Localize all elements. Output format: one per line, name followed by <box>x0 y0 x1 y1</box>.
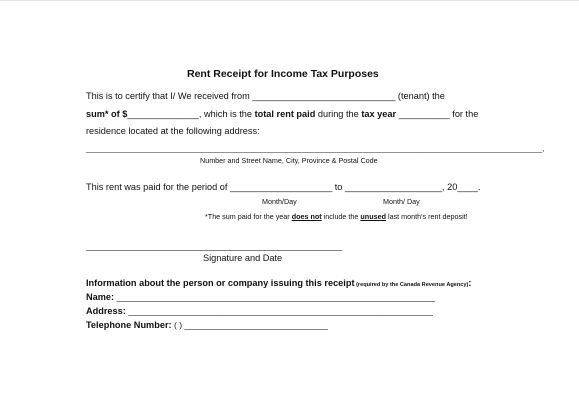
sum-blank: ______________ <box>127 109 199 119</box>
tax-year-text: tax year <box>361 109 397 119</box>
name-line: _____________________________________________________________________ <box>116 292 436 302</box>
certify-line-3: residence located at the following address: <box>86 126 260 136</box>
note-middle: include the <box>321 212 361 221</box>
phone-label: Telephone Number: <box>86 320 172 330</box>
tax-year-blank: __________ <box>396 109 450 119</box>
period-line: This rent was paid for the period of ____________________ to ___________________, 20____. <box>86 182 481 192</box>
issuer-heading <box>86 278 471 291</box>
issuer-heading-colon: : <box>468 278 472 288</box>
note-does-not: does not <box>291 212 322 221</box>
document-title: Rent Receipt for Income Tax Purposes <box>187 68 379 80</box>
for-the-text: for the <box>449 109 479 119</box>
total-rent-paid-text: total rent paid <box>254 109 316 119</box>
note-suffix: last month's rent deposit! <box>385 212 468 221</box>
signature-caption: Signature and Date <box>203 253 283 263</box>
issuer-address-line: __________________________________________________________________ <box>128 306 433 316</box>
cra-required-note: (required by the Canada Revenue Agency) <box>354 282 469 288</box>
name-label: Name: <box>86 292 115 302</box>
issuer-heading-text: Information about the person or company issuing this receipt <box>86 278 355 288</box>
note-unused: unused <box>360 212 386 221</box>
issuer-address-row <box>86 306 433 317</box>
period-caption-start: Month/Day <box>262 197 297 206</box>
deposit-note <box>205 211 468 222</box>
issuer-name-row <box>86 292 435 303</box>
issuer-phone-row <box>86 320 328 331</box>
address-label: Address: <box>86 306 126 316</box>
sum-label: sum* of $ <box>86 109 128 119</box>
address-caption: Number and Street Name, City, Province & Postal Code <box>200 156 378 165</box>
signature-line: _______________________________________________________ <box>86 241 343 251</box>
phone-line: ( ) ______________________________ <box>171 320 328 330</box>
which-is-text: , which is the <box>198 109 255 119</box>
certify-line-1: This is to certify that I/ We received from ____________________________ (tenant) the <box>86 91 445 101</box>
period-caption-end: Month/ Day <box>383 197 420 206</box>
during-the-text: during the <box>315 109 362 119</box>
address-line: _______________________________________________________________________________________________________________, <box>86 144 545 153</box>
certify-line-2 <box>86 109 478 120</box>
note-prefix: *The sum paid for the year <box>205 212 292 221</box>
